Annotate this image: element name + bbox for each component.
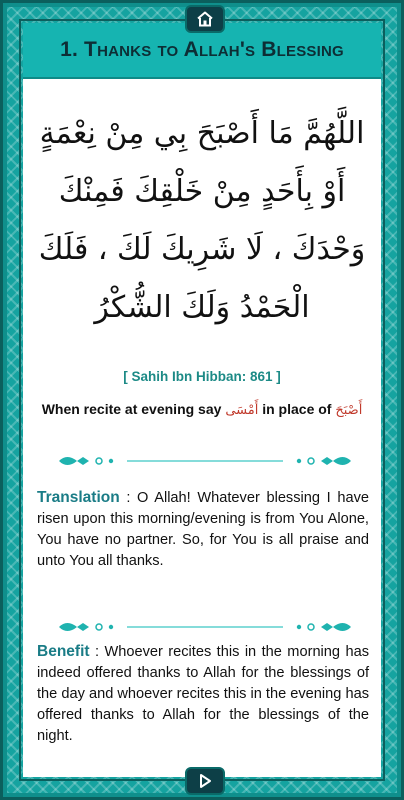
translation-text: O Allah! Whatever blessing I have risen upon this morning/evening is from You Alone, You have no partner. So, for You is all praise and unto You all thanks. [37, 490, 369, 569]
benefit-separator: : [89, 644, 105, 660]
note-evening-word: أَمْسَى [225, 403, 259, 418]
home-button[interactable] [185, 5, 225, 33]
home-icon [196, 10, 214, 28]
benefit-label: Benefit [37, 643, 90, 660]
note-prefix: When recite at evening say [41, 401, 222, 417]
translation-separator: : [119, 490, 138, 506]
ornament-divider [57, 451, 353, 471]
translation-paragraph [37, 487, 369, 572]
note-morning-word: أَصْبَحَ [335, 403, 363, 418]
translation-label: Translation [37, 489, 120, 506]
hadith-reference: [ Sahih Ibn Hibban: 861 ] [123, 369, 281, 384]
ornament-divider [57, 617, 353, 637]
benefit-paragraph [37, 641, 369, 747]
evening-note [23, 401, 381, 418]
next-button[interactable] [185, 767, 225, 795]
play-icon [197, 773, 213, 789]
arabic-dua-text: اللَّهُمَّ مَا أَصْبَحَ بِي مِنْ نِعْمَةٍ أَوْ بِأَحَدٍ مِنْ خَلْقِكَ فَمِنْكَ وَحْدَكَ ، لَا شَرِيكَ لَكَ ، فَلَكَ الْحَمْدُ وَلَكَ الشُّكْرُ [38, 116, 366, 325]
benefit-text: Whoever recites this in the morning has indeed offered thanks to Allah for the blessings of the day and whoever recites this in the evening has offered thanks to Allah for the blessings of the night. [37, 644, 369, 744]
content-card [23, 23, 381, 777]
note-middle: in place of [262, 401, 332, 417]
page-title: 1. Thanks to Allah's Blessing [60, 38, 344, 61]
